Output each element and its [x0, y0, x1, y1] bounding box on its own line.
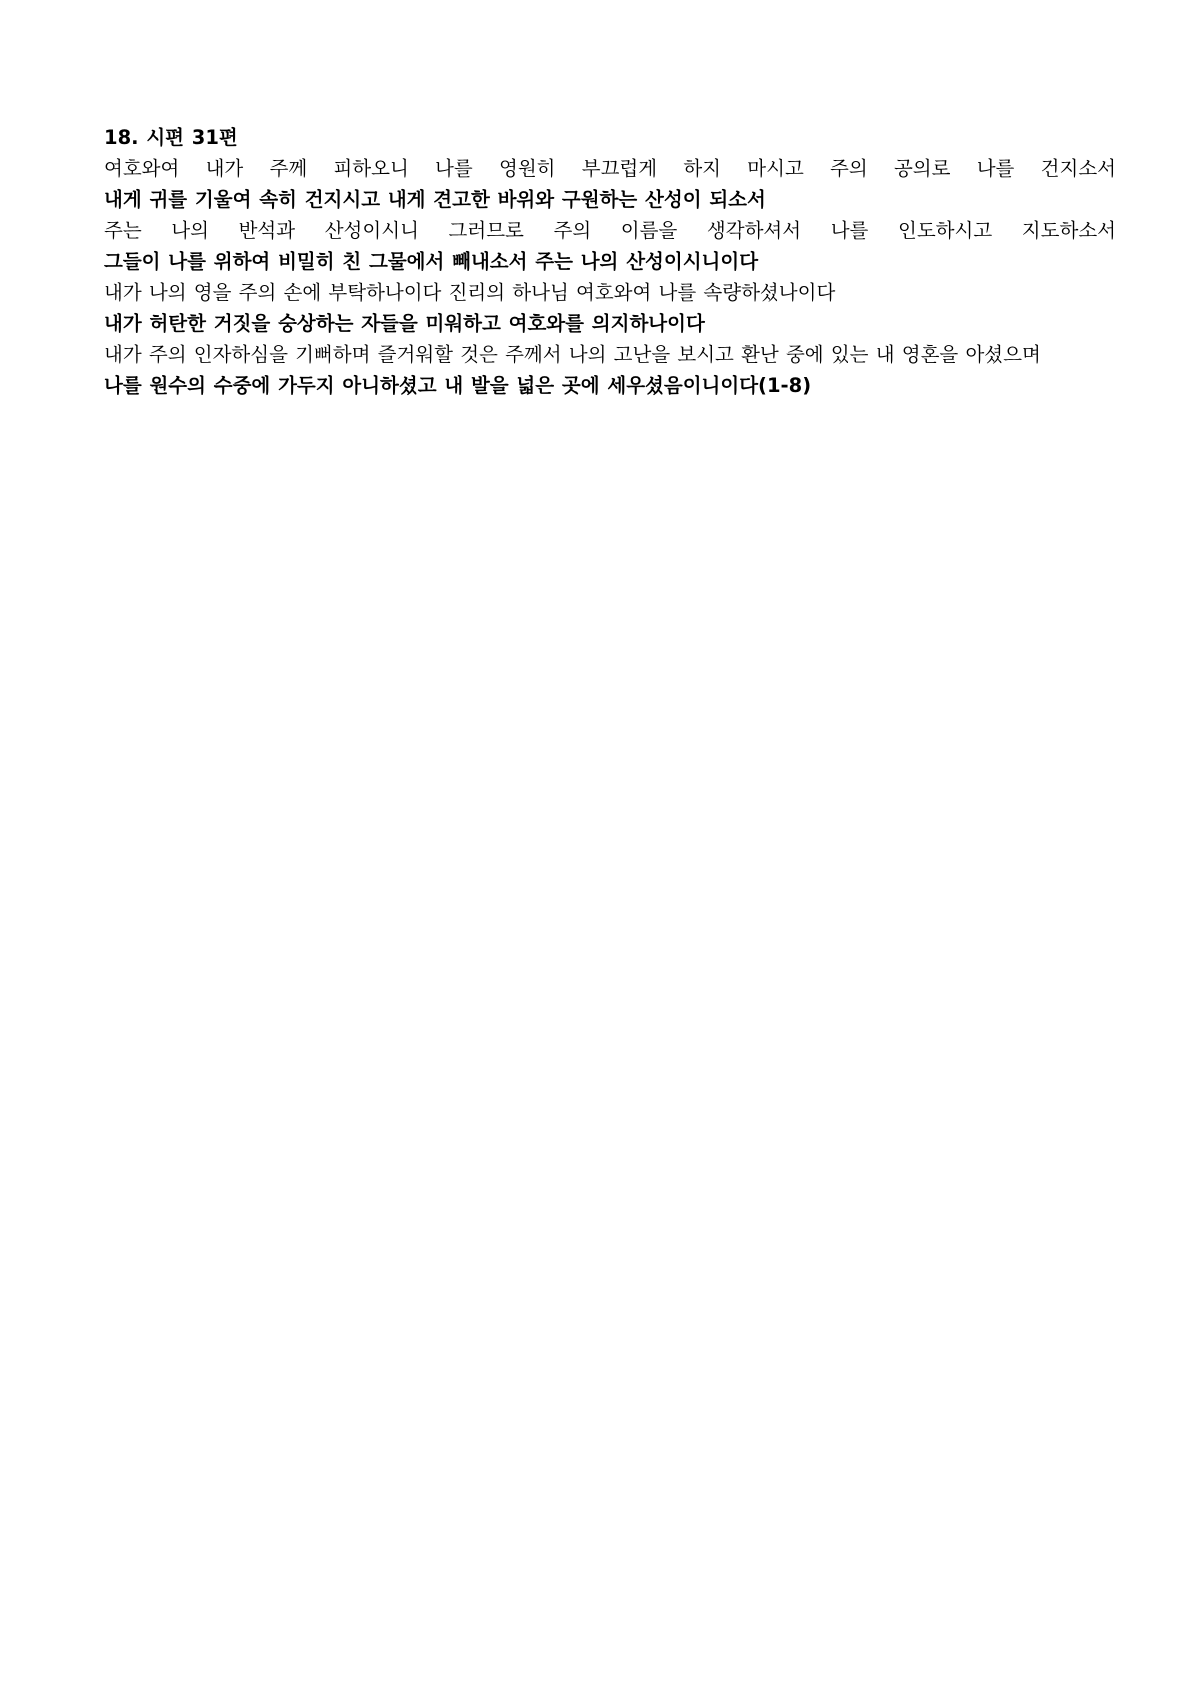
- verse-paragraph-5: 내가 나의 영을 주의 손에 부탁하나이다 진리의 하나님 여호와여 나를 속량하셨나이다: [104, 281, 836, 304]
- verse-paragraph-4: 그들이 나를 위하여 비밀히 친 그물에서 빼내소서 주는 나의 산성이시니이다: [104, 250, 759, 273]
- page-title: 18. 시편 31편: [104, 126, 238, 149]
- document-body: [104, 122, 1116, 401]
- verse-paragraph-2: 내게 귀를 기울여 속히 건지시고 내게 견고한 바위와 구원하는 산성이 되소서: [104, 188, 766, 211]
- verse-paragraph-8: 나를 원수의 수중에 가두지 아니하셨고 내 발을 넓은 곳에 세우셨음이니이다(1-8): [104, 374, 812, 397]
- verse-paragraph-7: 내가 주의 인자하심을 기뻐하며 즐거워할 것은 주께서 나의 고난을 보시고 환난 중에 있는 내 영혼을 아셨으며: [104, 343, 1041, 366]
- verse-paragraph-1: 여호와여 내가 주께 피하오니 나를 영원히 부끄럽게 하지 마시고 주의 공의로 나를 건지소서: [104, 157, 1116, 180]
- verse-paragraph-6: 내가 허탄한 거짓을 숭상하는 자들을 미워하고 여호와를 의지하나이다: [104, 312, 705, 335]
- verse-paragraph-3: 주는 나의 반석과 산성이시니 그러므로 주의 이름을 생각하셔서 나를 인도하시고 지도하소서: [104, 219, 1116, 242]
